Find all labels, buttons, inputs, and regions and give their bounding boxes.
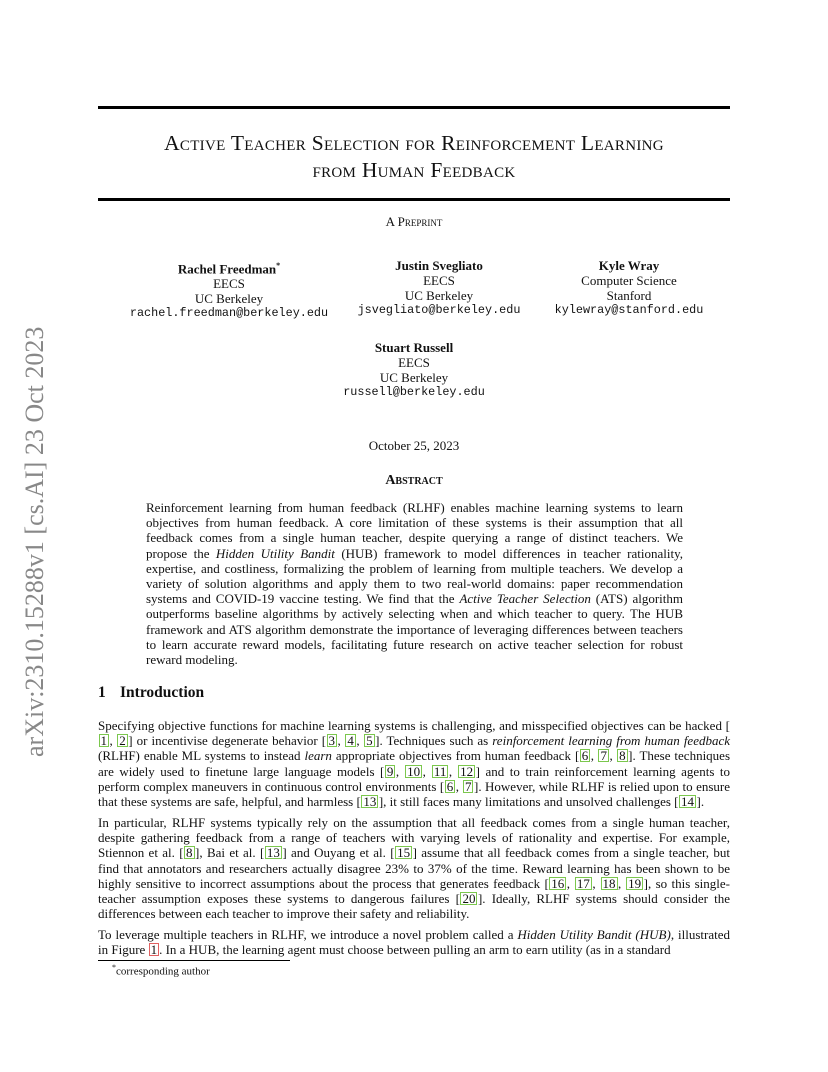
citation-link[interactable]: 12	[460, 763, 474, 779]
section-number: 1	[98, 684, 106, 701]
citation-link[interactable]: 13	[363, 794, 377, 810]
author-institution: Stanford	[606, 288, 652, 303]
author-dept: EECS	[213, 276, 245, 292]
author-block	[108, 258, 350, 321]
citation-link[interactable]: 15	[397, 845, 411, 861]
citation-link[interactable]: 20	[462, 891, 476, 907]
citation-link[interactable]: 10	[407, 763, 421, 779]
footnote-rule	[98, 960, 290, 961]
preprint-label: A Preprint	[385, 214, 443, 229]
body-paragraph: Specifying objective functions for machine learning systems is challenging, and misspecified objectives can be hacked [1 , 2 ] or incentivise degenerate behavior [ 3 , 4 , 5 ]. Techniques such as reinforcement learning from human feedback (RLHF) enable ML systems to instead learn appropriate objectives from human feedback [ 6 , 7 , 8 ]. These techniques are widely used to finetune large language models [ 9 , 10 , 11 , 12 ] and to train reinforcement learning agents to perform complex maneuvers in continuous control environments [ 6 , 7 ]. However, while RLHF is relied upon to ensure that these systems are safe, helpful, and harmless [ 13 ], it still faces many limitations and unsolved challenges [ 14 ].	[98, 718, 731, 810]
title-top-rule	[98, 106, 730, 109]
footnote-text: corresponding author	[116, 965, 210, 978]
citation-link[interactable]: 1	[100, 733, 107, 749]
citation-link[interactable]: 3	[328, 733, 336, 749]
citation-link[interactable]: 11	[433, 763, 447, 779]
citation-link[interactable]: 6	[581, 748, 589, 764]
author-name: Justin Svegliato	[395, 258, 483, 273]
paper-title	[98, 130, 730, 184]
citation-link[interactable]: 5	[366, 733, 373, 749]
author-institution: UC Berkeley	[404, 288, 474, 303]
citation-link[interactable]: 7	[600, 748, 607, 764]
corresponding-mark: *	[276, 261, 281, 270]
figure-link[interactable]: 1	[150, 942, 158, 958]
citation-link[interactable]: 9	[386, 763, 394, 779]
section-heading	[98, 684, 204, 702]
author-name: Stuart Russell	[374, 340, 454, 355]
citation-link[interactable]: 17	[576, 875, 590, 891]
author-block	[312, 340, 516, 400]
abstract-heading: Abstract	[385, 473, 443, 488]
abstract-text: Reinforcement learning from human feedback (RLHF) enables machine learning systems to learn objectives from human feedback. A core limitation of these systems is their assumption that all feedback comes from a single human teacher, despite querying a range of distinct teachers. We propose the Hidden Utility Bandit (HUB) framework to model differences in teacher rationality, expertise, and costliness, formalizing the problem of learning from multiple teachers. We develop a variety of solution algorithms and apply them to two real-world domains: paper recommendation systems and COVID-19 vaccine testing. We find that the Active Teacher Selection (ATS) algorithm outperforms baseline algorithms by actively selecting when and which teacher to query. The HUB framework and ATS algorithm demonstrate the importance of leveraging differences between teachers to learn accurate reward models, facilitating future research on active teacher selection for robust reward modeling.	[146, 500, 683, 668]
section-title: Introduction	[120, 684, 205, 701]
arxiv-identifier-stamp: arXiv:2310.15288v1 [cs.AI] 23 Oct 2023	[20, 326, 49, 757]
author-email[interactable]: kylewray@stanford.edu	[554, 303, 704, 317]
author-dept: EECS	[423, 273, 455, 288]
footnote-mark: *	[112, 963, 116, 972]
author-email[interactable]: jsvegliato@berkeley.edu	[357, 303, 521, 317]
author-dept: Computer Science	[581, 273, 677, 288]
author-institution: UC Berkeley	[194, 291, 264, 307]
citation-link[interactable]: 18	[602, 875, 616, 891]
author-name: Rachel Freedman*	[177, 261, 281, 277]
title-bottom-rule	[98, 198, 730, 201]
title-line-1: Active Teacher Selection for Reinforcement Learning	[164, 131, 664, 155]
citation-link[interactable]: 2	[119, 733, 126, 749]
body-paragraph: To leverage multiple teachers in RLHF, we introduce a novel problem called a Hidden Utility Bandit (HUB), illustrated in Figure 1 . In a HUB, the learning agent must choose between pulling an arm to earn utility (as in a standard	[98, 927, 731, 958]
citation-link[interactable]: 4	[347, 733, 354, 749]
citation-link[interactable]: 8	[619, 748, 626, 764]
citation-link[interactable]: 16	[551, 875, 565, 891]
publication-date: October 25, 2023	[368, 438, 460, 453]
author-institution: UC Berkeley	[379, 370, 449, 385]
footnote	[112, 963, 210, 978]
citation-link[interactable]: 7	[464, 778, 472, 794]
title-line-2: from Human Feedback	[312, 158, 516, 182]
citation-link[interactable]: 6	[446, 778, 454, 794]
citation-link[interactable]: 13	[266, 845, 280, 861]
author-email[interactable]: russell@berkeley.edu	[343, 385, 485, 399]
author-name: Kyle Wray	[598, 258, 660, 273]
author-block	[540, 258, 718, 318]
author-block	[330, 258, 548, 318]
author-email[interactable]: rachel.freedman@berkeley.edu	[129, 306, 329, 321]
citation-link[interactable]: 14	[681, 794, 695, 810]
citation-link[interactable]: 8	[186, 845, 193, 861]
citation-link[interactable]: 19	[628, 875, 642, 891]
body-paragraph: In particular, RLHF systems typically rely on the assumption that all feedback comes from a single human teacher, despite gathering feedback from a range of teachers with varying levels of rationality and expertise. For example, Stiennon et al. [ 8 ], Bai et al. [ 13 ] and Ouyang et al. [ 15 ] assume that all feedback comes from a single teacher, but find that annotators and researchers actually disagree 23% to 37% of the time. Reward learning has been shown to be highly sensitive to incorrect assumptions about the process that generates feedback [ 16 , 17 , 18 , 19 ], so this single-teacher assumption exposes these systems to dangerous failures [ 20 ]. Ideally, RLHF systems should consider the differences between each teacher to improve their safety and reliability.	[98, 815, 731, 922]
author-dept: EECS	[398, 355, 430, 370]
